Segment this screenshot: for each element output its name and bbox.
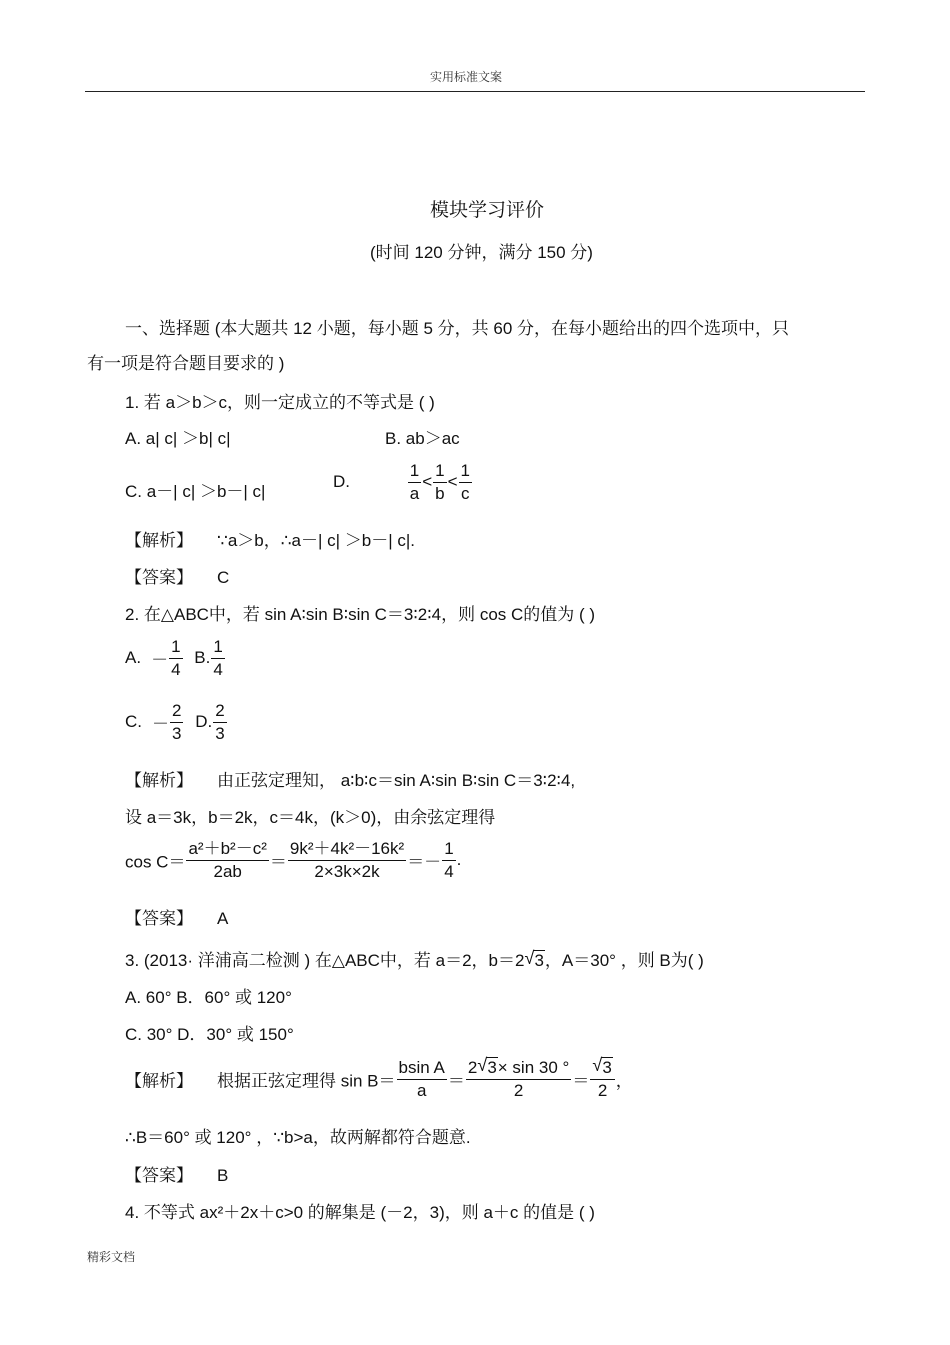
section-line-1: 一、选择题 (本大题共 12 小题，每小题 5 分，共 60 分，在每小题给出的四个选项中，只 [125,319,789,338]
page-footer: 精彩文档 [87,1250,136,1264]
q2-option-a-frac [169,637,182,679]
q2-option-a-num: 1 [169,637,182,659]
q2-cos-c: cos C＝ [125,852,186,872]
q2-formula-frac-1-num: a²＋b²－c² [186,839,268,861]
q3-formula-frac-3-sqrt-value: 3 [602,1058,612,1077]
q3-formula-frac-1-num: bsin A [397,1058,447,1080]
q2-answer [125,904,228,929]
q1-analysis-text: ∵a＞b，∴a－| c| ＞b－| c|. [217,531,416,550]
q2-formula-dot: . [456,850,462,870]
q3-formula-frac-2-num [466,1055,571,1080]
q1-analysis-label: 【解析】 [125,531,193,550]
q3-formula-frac-2-sqrt: √ 3 [477,1055,497,1077]
q2-cos-formula [125,839,461,881]
q4-stem: 4. 不等式 ax²＋2x＋c>0 的解集是 (－2，3)，则 a＋c 的值是 ( ) [125,1203,595,1222]
q2-option-c-label: C. [125,712,142,732]
q1-option-a: A. a| c| ＞b| c| [125,429,231,448]
q2-formula-eq-neg: ＝－ [407,852,442,872]
q2-analysis-text-1: 由正弦定理知， a∶b∶c＝sin A∶sin B∶sin C＝3∶2∶4, [217,771,576,790]
q1-d-frac-1 [408,461,421,503]
q3-formula-frac-3-num [590,1055,614,1080]
q2-options-ab [125,637,226,679]
q2-formula-eq: ＝ [269,852,287,872]
q1-stem: 1. 若 a＞b＞c，则一定成立的不等式是 ( ) [125,393,435,412]
q1-d-frac-1-num: 1 [408,461,421,483]
q2-option-d-num: 2 [213,701,226,723]
q2-option-d-den: 3 [215,723,225,743]
q3-formula-frac-2-num-pre: 2 [467,1058,478,1077]
q3-options-cd: C. 30° D．30° 或 150° [125,1025,294,1044]
q1-answer-label: 【答案】 [125,568,193,587]
page-subtitle: (时间 120 分钟，满分 150 分) [370,243,593,262]
q2-option-a-label: A. [125,648,142,668]
q1-d-frac-2 [433,461,446,503]
q3-formula-eq-2: ＝ [572,1071,590,1091]
q1-option-c: C. a－| c| ＞b－| c| [125,482,266,501]
q2-answer-value: A [217,909,229,928]
q3-stem-pre: 3. (2013· 洋浦高二检测 ) 在△ABC中，若 a＝2，b＝2 [125,951,525,970]
q2-options-cd [125,701,228,743]
q3-formula-frac-3-sqrt: √ 3 [592,1055,612,1077]
q2-option-b-den: 4 [213,659,223,679]
q2-formula-frac-2 [288,839,406,881]
q3-formula-frac-3 [590,1055,614,1100]
q2-option-c-frac [170,701,183,743]
q1-d-frac-2-den: b [435,483,445,503]
q1-answer [125,563,229,588]
q3-stem-sqrt: √ 3 [524,948,544,970]
page-header: 实用标准文案 [430,70,503,84]
q1-analysis [125,526,415,551]
q1-d-frac-3 [459,461,472,503]
q1-d-frac-3-num: 1 [459,461,472,483]
q2-option-b-num: 1 [211,637,224,659]
q2-analysis-2: 设 a＝3k，b＝2k，c＝4k，(k＞0)，由余弦定理得 [125,808,496,827]
q2-formula-frac-2-den: 2×3k×2k [314,861,380,881]
q3-analysis-label: 【解析】 [125,1071,193,1091]
q3-answer-label: 【答案】 [125,1166,193,1185]
q2-answer-label: 【答案】 [125,909,193,928]
q3-analysis [125,1055,633,1100]
q3-formula-frac-1-den: a [416,1080,427,1100]
q3-formula-frac-2-sqrt-value: 3 [487,1058,497,1077]
q2-formula-frac-1 [186,839,268,881]
q1-d-lt-2: < [447,472,458,492]
q1-d-frac-3-den: c [461,483,470,503]
q2-analysis-label: 【解析】 [125,771,193,790]
q1-d-frac-1-den: a [409,483,420,503]
q2-option-c-num: 2 [170,701,183,723]
q3-formula-frac-2 [466,1055,571,1100]
q3-formula-frac-3-den: 2 [597,1080,608,1100]
q3-stem-post: ，A＝30° ，则 B为( ) [544,951,704,970]
q1-option-d-label: D. [333,472,350,492]
q2-formula-frac-2-num: 9k²＋4k²－16k² [288,839,406,861]
q2-formula-frac-3-den: 4 [444,861,454,881]
q3-stem [125,946,704,971]
q3-answer-value: B [217,1166,229,1185]
q2-analysis-1 [125,766,575,791]
q1-answer-value: C [217,568,230,587]
q3-formula-frac-2-num-post: × sin 30 ° [497,1058,570,1077]
q3-options-ab: A. 60° B．60° 或 120° [125,988,292,1007]
q3-analysis-pre: 根据正弦定理得 sin B＝ [217,1071,396,1091]
q3-formula-comma: ， [615,1071,633,1091]
q3-formula-frac-2-den: 2 [513,1080,524,1100]
header-rule [85,91,865,92]
q3-formula-eq-1: ＝ [447,1071,465,1091]
section-line-2: 有一项是符合题目要求的 ) [87,354,285,373]
q3-stem-sqrt-value: 3 [534,951,544,970]
q1-d-frac-2-num: 1 [433,461,446,483]
q2-option-a-minus: － [151,650,169,670]
q3-conclusion: ∴B＝60° 或 120° ，∵b>a，故两解都符合题意. [125,1128,471,1147]
q2-option-c-minus: － [152,714,169,734]
q2-option-d-frac [213,701,226,743]
q3-answer [125,1161,228,1186]
q3-formula-frac-1 [397,1058,447,1100]
q2-formula-frac-3-num: 1 [442,839,455,861]
q2-formula-frac-1-den: 2ab [213,861,242,881]
q1-d-lt-1: < [422,472,433,492]
q1-option-b: B. ab＞ac [385,429,460,448]
q2-formula-frac-3 [442,839,455,881]
q2-option-a-den: 4 [171,659,181,679]
q2-option-b-label: B. [194,648,211,668]
q2-stem: 2. 在△ABC中，若 sin A∶sin B∶sin C＝3∶2∶4，则 cos C的值为 ( ) [125,605,596,624]
q1-option-d [333,461,473,503]
q2-option-c-den: 3 [172,723,182,743]
page-title: 模块学习评价 [430,200,545,221]
q2-option-b-frac [211,637,224,679]
q2-option-d-label: D. [195,712,213,732]
